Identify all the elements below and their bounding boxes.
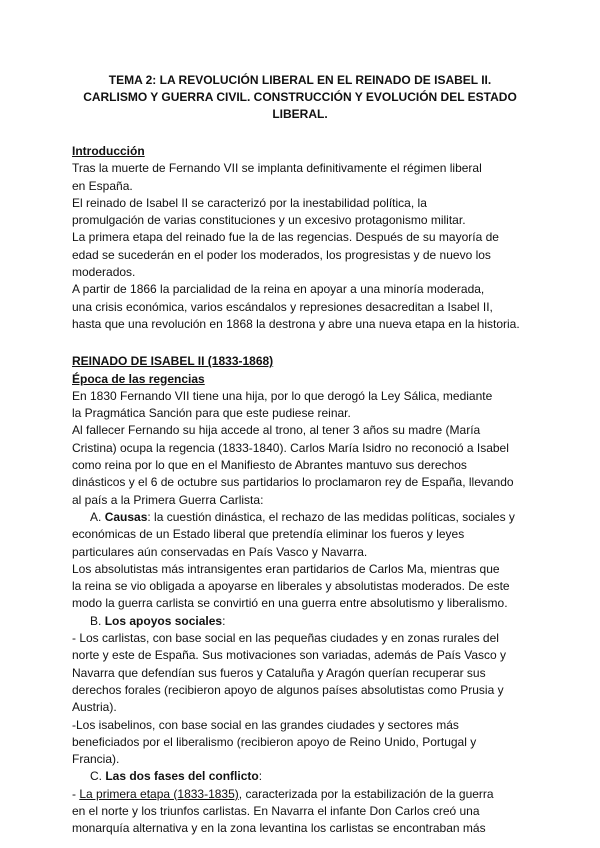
fases-label: Las dos fases del conflicto [105, 769, 259, 784]
document-title [72, 72, 528, 123]
title-line: LIBERAL. [272, 107, 328, 121]
paragraph-line: en el norte y los triunfos carlistas. En Navarra el infante Don Carlos creó una [72, 803, 480, 818]
paragraph-line: como reina por lo que en el Manifiesto de Abrantes mantuvo sus derechos [72, 458, 467, 473]
paragraph-line: Tras la muerte de Fernando VII se implanta definitivamente el régimen liberal [72, 161, 482, 176]
paragraph-line: - Los carlistas, con base social en las pequeñas ciudades y en zonas rurales del [72, 631, 499, 646]
title-line: TEMA 2: LA REVOLUCIÓN LIBERAL EN EL REINADO DE ISABEL II. [108, 73, 492, 87]
paragraph-line: hasta que una revolución en 1868 la destrona y abre una nueva etapa en la historia. [72, 316, 520, 331]
regencias-subheading: Época de las regencias [72, 371, 205, 386]
paragraph-line: Los absolutistas más intransigentes eran partidarios de Carlos Ma, mientras que [72, 561, 500, 576]
reinado-heading: REINADO DE ISABEL II (1833-1868) [72, 354, 274, 369]
paragraph-line: -Los isabelinos, con base social en las grandes ciudades y sectores más [72, 717, 459, 732]
paragraph-line: la Pragmática Sanción para que este pudiese reinar. [72, 406, 351, 421]
paragraph-line: El reinado de Isabel II se caracterizó por la inestabilidad política, la [72, 195, 427, 210]
paragraph-line: Al fallecer Fernando su hija accede al trono, al tener 3 años su madre (María [72, 423, 481, 438]
primera-etapa-text: , caracterizada por la estabilización de la guerra [238, 786, 494, 801]
intro-heading: Introducción [72, 144, 145, 158]
paragraph-line: modo la guerra carlista se convirtió en una guerra entre absolutismo y liberalismo. [72, 596, 508, 611]
paragraph-line: derechos forales (recibieron apoyo de algunos países absolutistas como Prusia y [72, 682, 504, 697]
paragraph-line: particulares aún conservadas en País Vasco y Navarra. [72, 544, 368, 559]
paragraph-line: una crisis económica, varios escándalos y represiones desacreditan a Isabel II, [72, 299, 493, 314]
intro-section [72, 143, 528, 333]
paragraph-line: dinásticos y el 6 de octubre sus partidarios lo proclamaron rey de España, llevando [72, 475, 514, 490]
apoyos-text: : [222, 613, 226, 628]
paragraph-line: En 1830 Fernando VII tiene una hija, por lo que derogó la Ley Sálica, mediante [72, 388, 493, 403]
reinado-section [72, 353, 528, 837]
paragraph-line: Austria). [72, 700, 117, 715]
list-marker: A. [90, 509, 102, 524]
paragraph-line: Navarra que defendían sus fueros y Cataluña y Aragón querían recuperar sus [72, 665, 486, 680]
paragraph-line: norte y este de España. Sus motivaciones son variadas, además de País Vasco y [72, 648, 507, 663]
causas-label: Causas [104, 509, 148, 524]
causas-item [72, 509, 528, 526]
paragraph-line: La primera etapa del reinado fue la de las regencias. Después de su mayoría de [72, 230, 499, 245]
paragraph-line: A partir de 1866 la parcialidad de la reina en apoyar a una minoría moderada, [72, 282, 485, 297]
paragraph-line: promulgación de varias constituciones y un excesivo protagonismo militar. [72, 213, 466, 228]
primera-etapa-label: La primera etapa (1833-1835) [79, 786, 239, 801]
document-page [72, 72, 528, 838]
causas-text: : la cuestión dinástica, el rechazo de las medidas políticas, sociales y [147, 509, 515, 524]
apoyos-item [72, 613, 528, 630]
paragraph-line: al país a la Primera Guerra Carlista: [72, 492, 264, 507]
paragraph-line: monarquía alternativa y en la zona levantina los carlistas se encontraban más [72, 821, 486, 836]
dash-prefix: - [72, 786, 80, 801]
paragraph-line: moderados. [72, 265, 136, 280]
paragraph-line: en España. [72, 178, 133, 193]
paragraph-line: económicas de un Estado liberal que pretendía eliminar los fueros y leyes [72, 527, 465, 542]
list-marker: B. [90, 613, 102, 628]
paragraph-line: Francia). [72, 752, 120, 767]
fases-item [72, 768, 528, 785]
apoyos-label: Los apoyos sociales [104, 613, 223, 628]
title-line: CARLISMO Y GUERRA CIVIL. CONSTRUCCIÓN Y EVOLUCIÓN DEL ESTADO [83, 90, 517, 104]
paragraph-line: la reina se vio obligada a apoyarse en liberales y absolutistas moderados. De este [72, 579, 510, 594]
paragraph-line [72, 786, 528, 803]
fases-text: : [258, 769, 263, 784]
list-marker: C. [90, 769, 102, 784]
paragraph-line: beneficiados por el liberalismo (recibieron apoyo de Reino Unido, Portugal y [72, 734, 477, 749]
paragraph-line: Cristina) ocupa la regencia (1833-1840). Carlos María Isidro no reconoció a Isabel [72, 440, 509, 455]
paragraph-line: edad se sucederán en el poder los moderados, los progresistas y de nuevo los [72, 247, 491, 262]
